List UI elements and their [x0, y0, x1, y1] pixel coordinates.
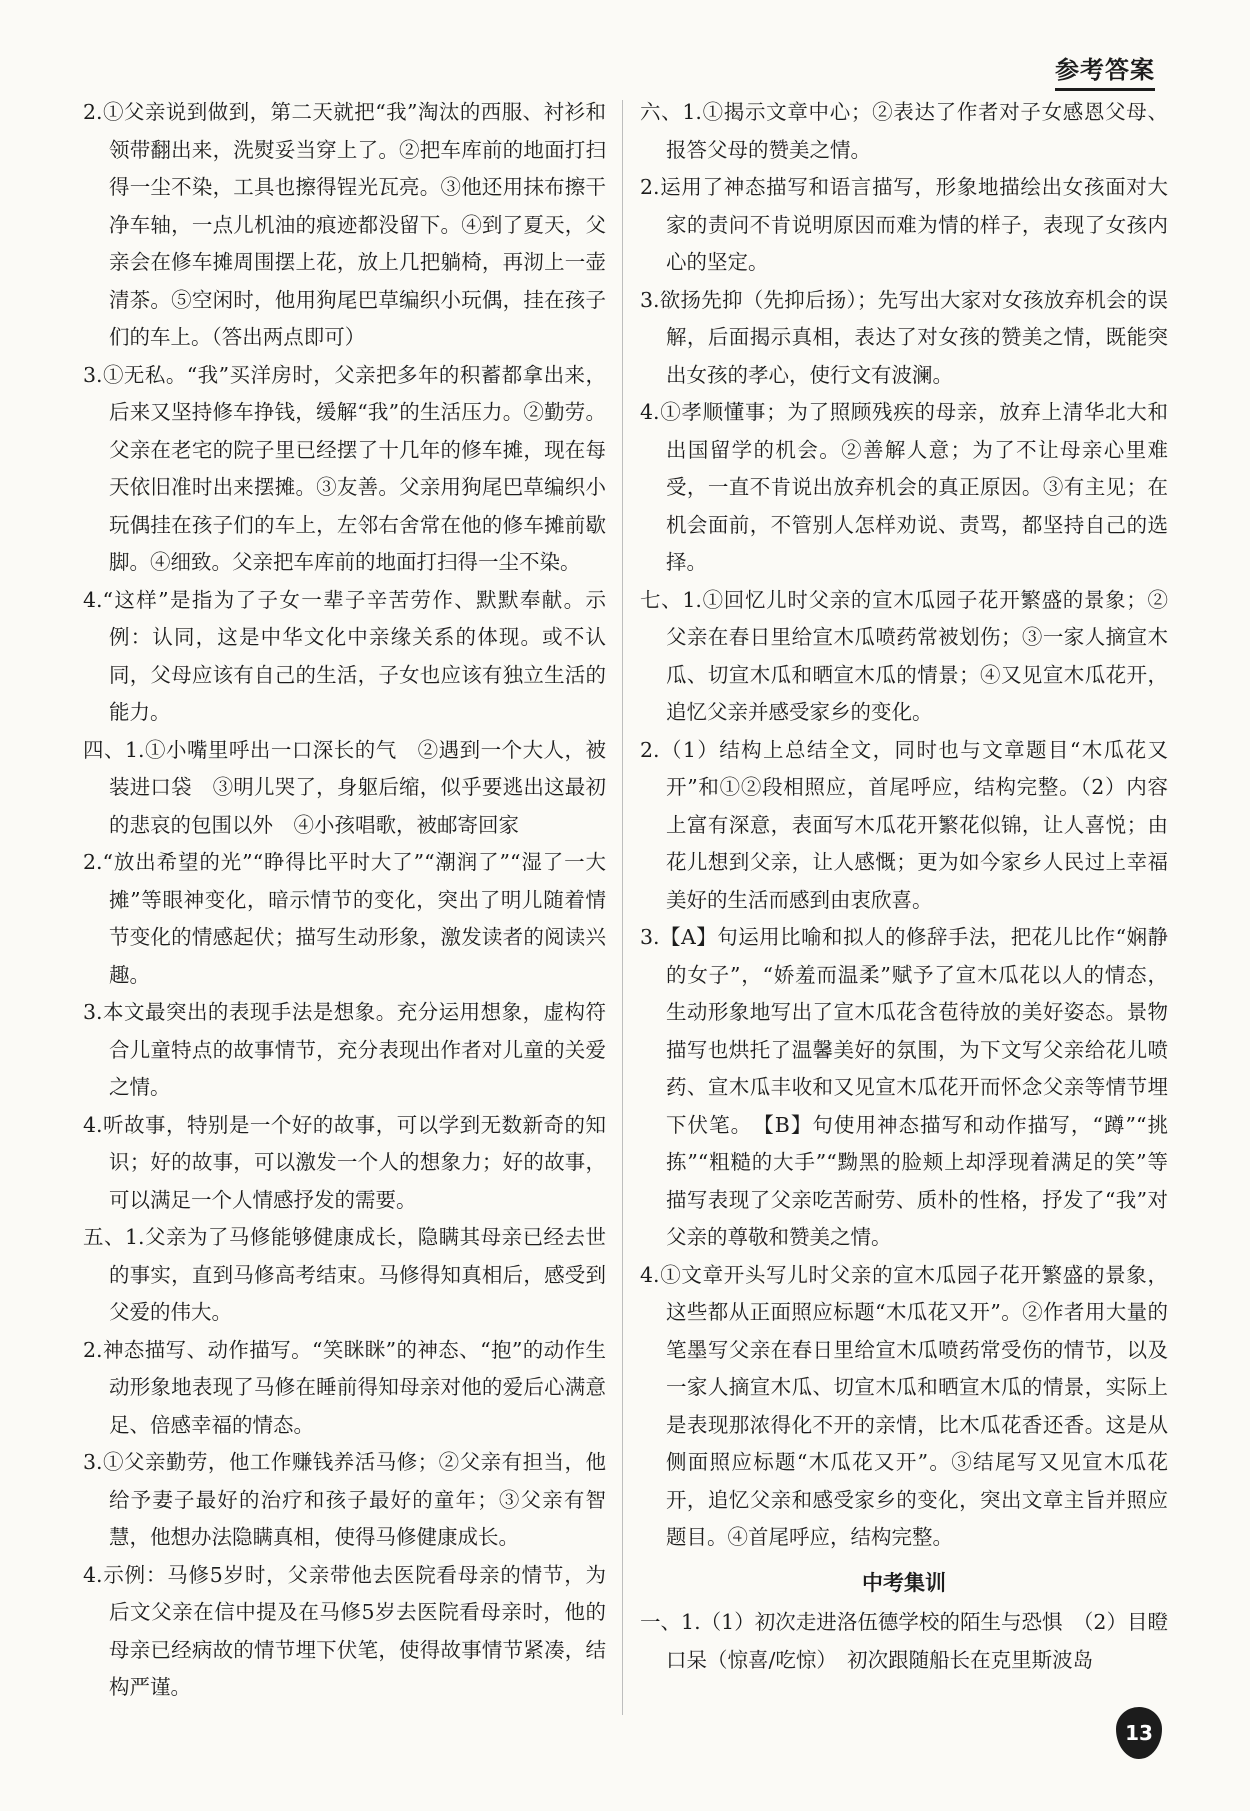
answer-key-header: 参考答案: [1055, 50, 1155, 91]
answer-item: 4.示例：马修5岁时，父亲带他去医院看母亲的情节，为后文父亲在信中提及在马修5岁去医院看母亲时，他的母亲已经病故的情节埋下伏笔，使得故事情节紧凑，结构严谨。: [83, 1562, 606, 1699]
section-title: 中考集训: [862, 1570, 946, 1595]
answer-item: 3.欲扬先抑（先抑后扬）；先写出大家对女孩放弃机会的误解，后面揭示真相，表达了对女孩的赞美之情，既能突出女孩的孝心，使行文有波澜。: [640, 287, 1168, 387]
answer-item: 3.①无私。“我”买洋房时，父亲把多年的积蓄都拿出来，后来又坚持修车挣钱，缓解“我”的生活压力。②勤劳。父亲在老宅的院子里已经摆了十几年的修车摊，现在每天依旧准时出来摆摊。③友善。父亲用狗尾巴草编织小玩偶挂在孩子们的车上，左邻右舍常在他的修车摊前歇脚。④细致。父亲把车库前的地面打扫得一尘不染。: [83, 362, 606, 574]
answer-item: 一、1.（1）初次走进洛伍德学校的陌生与恐惧 （2）目瞪口呆（惊喜/吃惊） 初次跟随船长在克里斯波岛: [640, 1610, 1168, 1672]
answer-item: 3.【A】句运用比喻和拟人的修辞手法，把花儿比作“娴静的女子”，“娇羞而温柔”赋予了宣木瓜花以人的情态，生动形象地写出了宣木瓜花含苞待放的美好姿态。景物描写也烘托了温馨美好的氛围，为下文写父亲给花儿喷药、宣木瓜丰收和又见宣木瓜花开而怀念父亲等情节埋下伏笔。 【B】句使用神态描写和动作描写，“蹲”“挑拣”“粗糙的大手”“黝黑的脸颊上却浮现着满足的笑”等描写表现了父亲吃苦耐劳、质朴的性格，抒发了“我”对父亲的尊敬和赞美之情。: [640, 925, 1168, 1249]
answer-item: 四、1.①小嘴里呼出一口深长的气 ②遇到一个大人，被装进口袋 ③明儿哭了，身躯后缩，似乎要逃出这最初的悲哀的包围以外 ④小孩唱歌，被邮寄回家: [83, 737, 606, 837]
answer-item: 五、1.父亲为了马修能够健康成长，隐瞒其母亲已经去世的事实，直到马修高考结束。马修得知真相后，感受到父爱的伟大。: [83, 1225, 606, 1324]
answer-item: 2.神态描写、动作描写。“笑眯眯”的神态、“抱”的动作生动形象地表现了马修在睡前得知母亲对他的爱后心满意足、倍感幸福的情态。: [83, 1337, 606, 1437]
answer-item: 4.①孝顺懂事；为了照顾残疾的母亲，放弃上清华北大和出国留学的机会。②善解人意；为了不让母亲心里难受，一直不肯说出放弃机会的真正原因。③有主见；在机会面前，不管别人怎样劝说、责骂，都坚持自己的选择。: [640, 400, 1168, 574]
answer-item: 2.“放出希望的光”“睁得比平时大了”“潮润了”“湿了一大摊”等眼神变化，暗示情节的变化，突出了明儿随着情节变化的情感起伏；描写生动形象，激发读者的阅读兴趣。: [83, 850, 606, 987]
answer-item: 4.听故事，特别是一个好的故事，可以学到无数新奇的知识；好的故事，可以激发一个人的想象力；好的故事，可以满足一个人情感抒发的需要。: [83, 1112, 606, 1212]
answer-item: 2.①父亲说到做到，第二天就把“我”淘汰的西服、衬衫和领带翻出来，洗熨妥当穿上了。②把车库前的地面打扫得一尘不染，工具也擦得锃光瓦亮。③他还用抹布擦干净车轴，一点儿机油的痕迹都没留下。④到了夏天，父亲会在修车摊周围摆上花，放上几把躺椅，再沏上一壶清茶。⑤空闲时，他用狗尾巴草编织小玩偶，挂在孩子们的车上。（答出两点即可）: [83, 100, 606, 349]
answer-item: 2.运用了神态描写和语言描写，形象地描绘出女孩面对大家的责问不肯说明原因而难为情的样子，表现了女孩内心的坚定。: [640, 175, 1168, 274]
left-column: [83, 94, 606, 1707]
answer-item: 4.“这样”是指为了子女一辈子辛苦劳作、默默奉献。示例：认同，这是中华文化中亲缘关系的体现。或不认同，父母应该有自己的生活，子女也应该有独立生活的能力。: [83, 587, 606, 724]
answer-item: 六、1.①揭示文章中心；②表达了作者对子女感恩父母、报答父母的赞美之情。: [640, 100, 1168, 162]
answer-item: 七、1.①回忆儿时父亲的宣木瓜园子花开繁盛的景象；②父亲在春日里给宣木瓜喷药常被划伤；③一家人摘宣木瓜、切宣木瓜和晒宣木瓜的情景；④又见宣木瓜花开，追忆父亲并感受家乡的变化。: [640, 587, 1168, 724]
answer-item: 4.①文章开头写儿时父亲的宣木瓜园子花开繁盛的景象，这些都从正面照应标题“木瓜花又开”。②作者用大量的笔墨写父亲在春日里给宣木瓜喷药常受伤的情节，以及一家人摘宣木瓜、切宣木瓜和晒宣木瓜的情景，实际上是表现那浓得化不开的亲情，比木瓜花香还香。这是从侧面照应标题“木瓜花又开”。③结尾写又见宣木瓜花开，追忆父亲和感受家乡的变化，突出文章主旨并照应题目。④首尾呼应，结构完整。: [640, 1262, 1168, 1549]
page-number-badge: 13: [1116, 1707, 1162, 1759]
right-column: [640, 94, 1168, 1679]
column-divider: [622, 100, 623, 1715]
answer-item: 3.①父亲勤劳，他工作赚钱养活马修；②父亲有担当，他给予妻子最好的治疗和孩子最好的童年；③父亲有智慧，他想办法隐瞒真相，使得马修健康成长。: [83, 1450, 606, 1549]
answer-item: 3.本文最突出的表现手法是想象。充分运用想象，虚构符合儿童特点的故事情节，充分表现出作者对儿童的关爱之情。: [83, 1000, 606, 1099]
answer-item: 2.（1）结构上总结全文，同时也与文章题目“木瓜花又开”和①②段相照应，首尾呼应，结构完整。（2）内容上富有深意，表面写木瓜花开繁花似锦，让人喜悦；由花儿想到父亲，让人感慨；更为如今家乡人民过上幸福美好的生活而感到由衷欣喜。: [640, 737, 1168, 912]
